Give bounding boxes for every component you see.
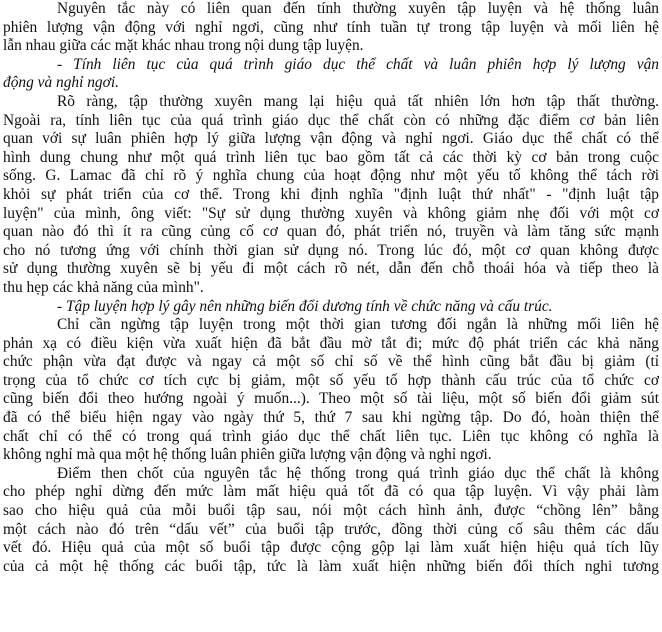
paragraph xyxy=(3,93,659,298)
text-line: quan với sự luân phiên hợp lý giữa lượng vận động và nghỉ ngơi. Giáo dục thể chất có thể xyxy=(3,130,659,148)
text-line: đã có thể biểu hiện ngay vào ngày thứ 5, thứ 7 sau khi ngừng tập. Do đó, hoàn thiện thể xyxy=(3,409,659,427)
document-page xyxy=(3,0,659,632)
text-line: hình dung chung như một quá trình liên tục bao gồm tất cả các thời kỳ cơ bản trong cuộc xyxy=(3,148,659,166)
text-line: sao cho hiệu quả của mỗi buổi tập sau, nói một cách hình ảnh, được “chồng lên” bằng xyxy=(3,502,659,520)
text-line: lẫn nhau giữa các mặt khác nhau trong nội dung tập luyện. xyxy=(3,37,364,55)
paragraph xyxy=(3,0,659,56)
text-line: cho nó tương ứng với chính thời gian sử dụng nó. Trong lúc đó, một cơ quan không được xyxy=(3,241,659,259)
paragraph xyxy=(3,465,659,577)
text-line: Rõ ràng, tập thường xuyên mang lại hiệu quả tất nhiên lớn hơn tập thất thường. xyxy=(57,92,659,110)
text-line: phản xạ có điều kiện vừa xuất hiện đã bắt đầu mờ tắt đi; mức độ phát triển các khả năng xyxy=(3,334,659,352)
paragraph xyxy=(3,316,659,465)
text-line: chức phận vừa đạt được và ngay cả một số chỉ số về thể hình cũng bắt đầu bị giảm (tỉ xyxy=(3,353,659,371)
text-line: không nghỉ mà qua một hệ thống luân phiên giữa lượng vận động và nghỉ ngơi. xyxy=(3,446,492,464)
text-line: quan nào đó thì ít ra cũng củng cố cơ quan đó, phát triển nó, truyền và làm tăng sức mạnh xyxy=(3,223,659,241)
italic-heading xyxy=(3,56,659,93)
text-line: cho phép nghỉ dừng đến mức làm mất hiệu quả tốt đã có qua tập luyện. Vì vậy phải làm xyxy=(3,483,659,501)
text-line: - Tập luyện hợp lý gây nên những biến đổi dương tính về chức năng và cấu trúc. xyxy=(57,297,553,315)
text-line: sống. G. Lamac đã chỉ rõ ý nghĩa chung của hoạt động như một yếu tố không thể tách rời xyxy=(3,167,659,185)
text-line: cũng biến đổi theo hướng ngoài ý muốn...). Theo một số tài liệu, một số biến đổi giảm sút xyxy=(3,390,659,408)
text-line: Chỉ cần ngừng tập luyện trong một thời gian tương đối ngắn là những mối liên hệ xyxy=(57,316,659,334)
text-line: thu hẹp các khả năng của mình". xyxy=(3,278,204,296)
text-line: một cách nào đó trên “dấu vết” của buổi tập trước, đồng thời củng cố sâu thêm các dấu xyxy=(3,520,659,538)
text-line: - Tính liên tục của quá trình giáo dục thể chất và luân phiên hợp lý lượng vận xyxy=(57,55,659,73)
text-line: chất chỉ có thể có trong quá trình giáo dục thể chất liên tục. Liên tục không có nghĩa là xyxy=(3,427,659,445)
text-line: sử dụng thường xuyên sẽ bị yếu đi một cách rõ nét, dẫn đến chỗ thoái hóa và tiếp theo là xyxy=(3,260,659,278)
text-line: động và nghỉ ngơi. xyxy=(3,74,119,92)
text-line: Ngoài ra, tính liên tục của quá trình giáo dục thể chất còn có những đặc điểm cơ bản liên xyxy=(3,111,659,129)
text-line: trọng của tổ chức cơ tích cực bị giảm, một số yếu tố hợp thành cấu trúc của tổ chức cơ xyxy=(3,371,659,389)
text-line: của cả một hệ thống các buổi tập, tức là làm xuất hiện những biến đổi thích nghi tương xyxy=(3,557,659,575)
italic-heading xyxy=(3,298,659,317)
text-line: Nguyên tắc này có liên quan đến tính thường xuyên tập luyện và hệ thống luân xyxy=(57,0,659,17)
text-line: phiên lượng vận động với nghỉ ngơi, cũng như tính tuần tự trong tập luyện và mối liên hệ xyxy=(3,18,659,36)
text-line: vết đó. Hiệu quả của một số buổi tập được cộng gộp lại làm xuất hiện hiệu quả tích lũy xyxy=(3,539,659,557)
text-line: Điểm then chốt của nguyên tắc hệ thống trong quá trình giáo dục thể chất là không xyxy=(57,464,659,482)
text-line: luyện" của mình, ông viết: "Sự sử dụng thường xuyên và không giảm nhẹ đối với một cơ xyxy=(3,204,659,222)
text-line: khỏi sự phát triển của cơ thể. Trong khi định nghĩa "định luật thứ nhất" - "định luật tập xyxy=(3,185,659,203)
